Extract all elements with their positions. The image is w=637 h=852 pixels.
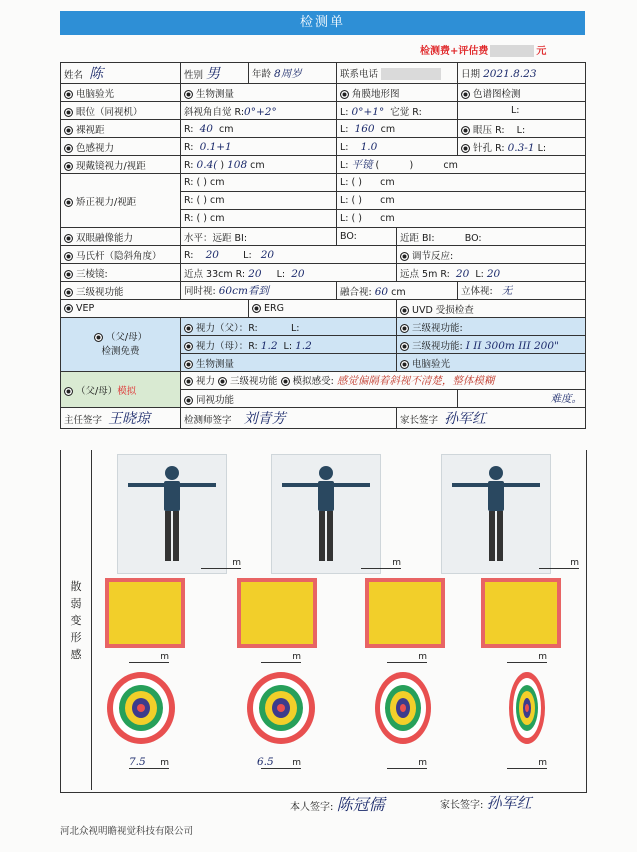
unit-field: m <box>539 558 579 569</box>
check-icon <box>184 360 193 369</box>
field-label: 融合视: <box>340 286 372 298</box>
check-icon <box>64 270 73 279</box>
field-label: R: <box>184 159 194 171</box>
field-label: 眼压 <box>473 124 493 136</box>
side-label-char: 散 <box>70 579 82 593</box>
target-distance-hw: 7.5 <box>129 756 146 768</box>
row-corrected-1 <box>61 174 586 192</box>
field-label: L: <box>340 106 349 118</box>
check-icon <box>218 377 227 386</box>
check-icon <box>64 162 73 171</box>
field-label: 三级视功能: <box>412 322 463 334</box>
check-icon <box>64 234 73 243</box>
field-label: L: <box>340 177 349 188</box>
field-label: L: <box>340 123 349 135</box>
check-icon <box>340 90 349 99</box>
field-label: L: <box>537 142 547 154</box>
row-color-vision <box>61 138 586 156</box>
check-icon <box>94 333 103 342</box>
page-title: 检测单 <box>60 11 585 35</box>
row-label: 三棱镜: <box>76 268 108 280</box>
parent-label: 家长签字 <box>400 415 439 426</box>
photo-person <box>441 454 551 574</box>
hw-value: 0°+2° <box>244 105 277 118</box>
check-icon <box>64 108 73 117</box>
director-label: 主任签字 <box>64 415 103 426</box>
row-simulate-1 <box>61 372 586 390</box>
check-icon <box>184 377 193 386</box>
row-signatures <box>61 408 586 429</box>
person-figure-icon <box>272 455 380 573</box>
redacted-fee <box>490 45 534 57</box>
hw-value: 1.2 <box>295 339 312 352</box>
check-icon <box>461 90 470 99</box>
field-label: 斜视角自觉 R: <box>184 106 245 118</box>
row-label: 矫正视力/视距 <box>76 196 137 208</box>
paren-field: ( ) <box>196 195 207 206</box>
row-prism <box>61 264 586 282</box>
check-icon <box>64 304 73 313</box>
bottom-parent-signature: 孙军红 <box>486 794 532 812</box>
gender-value: 男 <box>206 66 221 82</box>
hw-value: 1.0 <box>360 140 378 153</box>
field-label: R: <box>495 142 505 154</box>
perception-section <box>60 450 587 793</box>
check-icon <box>400 306 409 315</box>
paren-field: ( ) <box>351 213 362 224</box>
check-icon <box>184 342 193 351</box>
field-label: L: <box>516 124 526 136</box>
unit-label: cm <box>210 195 225 206</box>
name-value: 陈 <box>89 66 104 82</box>
field-label: L: <box>511 105 520 116</box>
side-label-char: 形 <box>70 630 82 644</box>
row-label: 现戴镜视力/视距 <box>76 160 146 172</box>
field-label: 视力 <box>196 376 216 387</box>
fee-line <box>420 42 546 57</box>
hw-value: 无 <box>501 285 513 297</box>
field-label: 三级视功能: <box>412 340 463 352</box>
field-label: 近点 33cm R: <box>184 268 246 280</box>
fee-unit: 元 <box>536 46 547 57</box>
side-label <box>61 450 92 790</box>
row-three-level <box>61 282 586 300</box>
field-label: R: <box>184 177 194 188</box>
row-label: 三级视功能 <box>76 286 124 298</box>
unit-field: m <box>129 758 169 769</box>
unit-field: m <box>507 758 547 769</box>
hw-value: 20 <box>455 267 470 280</box>
field-label: 同视功能 <box>196 394 235 406</box>
field-label: L: <box>283 340 293 352</box>
label-vep: VEP <box>76 303 95 314</box>
field-label: R: <box>184 123 194 135</box>
patient-info-row <box>61 63 586 84</box>
section-label: （父/母） <box>105 331 148 343</box>
field-label: 立体视: <box>461 286 493 297</box>
check-icon <box>184 90 193 99</box>
check-icon <box>400 324 409 333</box>
field-label: L: <box>290 322 300 334</box>
field-label: R: <box>495 124 505 136</box>
side-label-char: 弱 <box>70 596 82 610</box>
check-icon <box>184 324 193 333</box>
unit-label: cm <box>380 195 395 206</box>
person-figure-icon <box>118 455 226 573</box>
hw-value: 0.4( <box>196 158 218 171</box>
field-label: 生物测量 <box>196 358 235 370</box>
section-label: 模拟 <box>117 385 137 397</box>
hw-value: 0.1+1 <box>199 140 232 153</box>
hw-value: 60cm看到 <box>218 285 269 297</box>
field-label: R: <box>184 141 194 153</box>
field-label: 它觉 R: <box>390 106 422 118</box>
hw-value: 难度。 <box>550 393 583 405</box>
row-label: 色感视力 <box>76 142 115 154</box>
unit-field: m <box>387 652 427 663</box>
check-icon <box>281 377 290 386</box>
check-icon <box>252 304 261 313</box>
fee-label: 检测费+评估费 <box>420 46 489 57</box>
field-label: R: <box>440 268 450 280</box>
row-electro <box>61 300 586 318</box>
hw-value: 1.2 <box>260 339 278 352</box>
paren-field: ( ) <box>351 195 362 206</box>
hw-value: 0.3-1 <box>507 141 535 154</box>
row-label: 眼位（同视机） <box>76 106 143 118</box>
distortion-square <box>481 578 561 648</box>
field-label: 同时视: <box>184 286 216 297</box>
row-label: 马氏杆（隐斜角度） <box>76 250 162 262</box>
unit-field: m <box>387 758 427 769</box>
check-icon <box>64 144 73 153</box>
field-label: 远点 5m <box>400 268 438 280</box>
hw-value: 20 <box>260 248 275 261</box>
field-label: L: <box>276 268 286 280</box>
director-signature: 王晓琼 <box>108 411 151 427</box>
field-label: R: <box>184 249 194 261</box>
row-parent-free-1 <box>61 318 586 336</box>
unit-field: m <box>261 652 301 663</box>
label-erg: ERG <box>264 303 284 314</box>
check-icon <box>64 387 73 396</box>
field-label: L: <box>340 213 349 224</box>
hw-value: 20 <box>486 267 501 280</box>
check-icon <box>64 288 73 297</box>
examiner-label: 检测师签字 <box>184 415 232 426</box>
hw-value: 20 <box>205 248 219 261</box>
label-corneal-topography: 角膜地形图 <box>352 88 400 100</box>
field-label: BO: <box>340 231 357 242</box>
hw-value: 0°+1° <box>351 105 385 118</box>
target-icon <box>105 668 177 752</box>
distortion-square <box>237 578 317 648</box>
distortion-square <box>105 578 185 648</box>
unit-label: cm <box>380 123 396 135</box>
target-distance-hw: 6.5 <box>257 756 274 768</box>
unit-label: cm <box>380 177 395 188</box>
field-label: 模拟感受: <box>292 376 334 387</box>
field-label: R: <box>184 195 194 206</box>
field-label: 三级视功能 <box>230 376 278 387</box>
unit-label: cm <box>391 286 406 298</box>
check-icon <box>400 342 409 351</box>
photo-person <box>117 454 227 574</box>
label-computer-refraction: 电脑验光 <box>76 88 115 100</box>
row-naked-distance <box>61 120 586 138</box>
redacted-phone <box>381 68 441 80</box>
row-current-glasses: 现戴镜视力/视距 R: 0.4( ) 108 cm L: 平镜 ( ) cm <box>61 156 586 174</box>
field-label: L: <box>340 141 349 153</box>
hw-value: 20 <box>291 267 305 280</box>
field-label: 调节反应: <box>412 250 454 262</box>
side-label-char: 感 <box>70 647 82 661</box>
field-label: 电脑验光 <box>412 358 451 370</box>
field-label: BO: <box>464 232 482 244</box>
row-basic-tests <box>61 84 586 102</box>
hw-value: 108 <box>227 158 248 171</box>
field-label: L: <box>243 249 252 261</box>
check-icon <box>461 144 470 153</box>
field-label: L: <box>340 195 349 206</box>
self-signature: 陈冠儒 <box>336 795 385 814</box>
row-binocular-fusion <box>61 228 586 246</box>
hw-value: 160 <box>354 122 375 135</box>
field-label: 水平：远距 BI: <box>184 232 248 244</box>
hw-value: 60 <box>374 285 389 298</box>
check-icon <box>400 360 409 369</box>
row-eye-position <box>61 102 586 120</box>
hw-value: 平镜 <box>351 159 373 171</box>
unit-label: cm <box>218 123 234 135</box>
check-icon <box>184 396 193 405</box>
label-color-spectrum: 色谱图检测 <box>473 88 521 100</box>
hw-value: 20 <box>248 267 262 280</box>
date-label: 日期 <box>461 69 481 80</box>
unit-field: m <box>201 558 241 569</box>
gender-label: 性别 <box>184 70 204 81</box>
phone-label: 联系电话 <box>340 68 379 80</box>
distortion-square <box>365 578 445 648</box>
target-icon <box>491 668 563 752</box>
unit-field: m <box>361 558 401 569</box>
age-value: 8周岁 <box>274 67 302 80</box>
check-icon <box>64 252 73 261</box>
person-figure-icon <box>442 455 550 573</box>
field-label: 视力（父）：R: <box>196 322 258 334</box>
label-biometry: 生物测量 <box>196 88 235 100</box>
hw-value: 感觉偏隔着斜视不清楚，整体模糊 <box>336 375 495 387</box>
date-value: 2021.8.23 <box>483 68 537 80</box>
paren-field: ( ) <box>196 213 207 224</box>
row-label: 双眼融像能力 <box>76 232 134 244</box>
parent-sign-label: 家长签字: <box>440 800 484 811</box>
unit-label: cm <box>443 160 458 171</box>
check-icon <box>64 90 73 99</box>
name-label: 姓名 <box>64 70 84 81</box>
section-label: 检测免费 <box>101 345 140 357</box>
photo-person <box>271 454 381 574</box>
check-icon <box>64 126 73 135</box>
unit-field: m <box>507 652 547 663</box>
check-icon <box>64 198 73 207</box>
paren-field: ( ) <box>351 177 362 188</box>
hw-value: 40 <box>199 122 213 135</box>
field-label: R: <box>184 213 194 224</box>
unit-label: cm <box>210 213 225 224</box>
exam-table <box>60 62 586 429</box>
row-label: 裸视距 <box>76 124 105 136</box>
self-sign-label: 本人签字: <box>290 802 334 813</box>
unit-field: m <box>129 652 169 663</box>
field-label: 近距 BI: <box>400 232 435 244</box>
self-signature-block <box>290 792 385 815</box>
age-label: 年龄 <box>252 68 272 80</box>
check-icon <box>400 252 409 261</box>
unit-field: m <box>261 758 301 769</box>
parent-signature-block <box>440 792 532 813</box>
unit-label: cm <box>380 213 395 224</box>
examiner-signature: 刘青芳 <box>243 411 286 427</box>
field-label: 视力（母）：R: <box>196 340 258 352</box>
field-label: 针孔 <box>473 142 493 154</box>
target-icon <box>367 668 439 752</box>
row-maddox <box>61 246 586 264</box>
field-label: L: <box>475 268 484 280</box>
field-label: L: <box>340 160 349 171</box>
paren-field: ( ) <box>196 177 207 188</box>
unit-label: cm <box>250 159 265 171</box>
side-label-char: 变 <box>70 613 82 627</box>
check-icon <box>461 126 470 135</box>
target-icon <box>245 668 317 752</box>
company-name: 河北众视明瞻视觉科技有限公司 <box>60 826 194 837</box>
parent-signature: 孙军红 <box>444 411 487 427</box>
label-uvd: UVD 受损检查 <box>412 304 474 316</box>
section-label: （父/母） <box>76 385 118 397</box>
unit-label: cm <box>210 177 225 188</box>
hw-value: I II 300m III 200" <box>465 339 559 352</box>
